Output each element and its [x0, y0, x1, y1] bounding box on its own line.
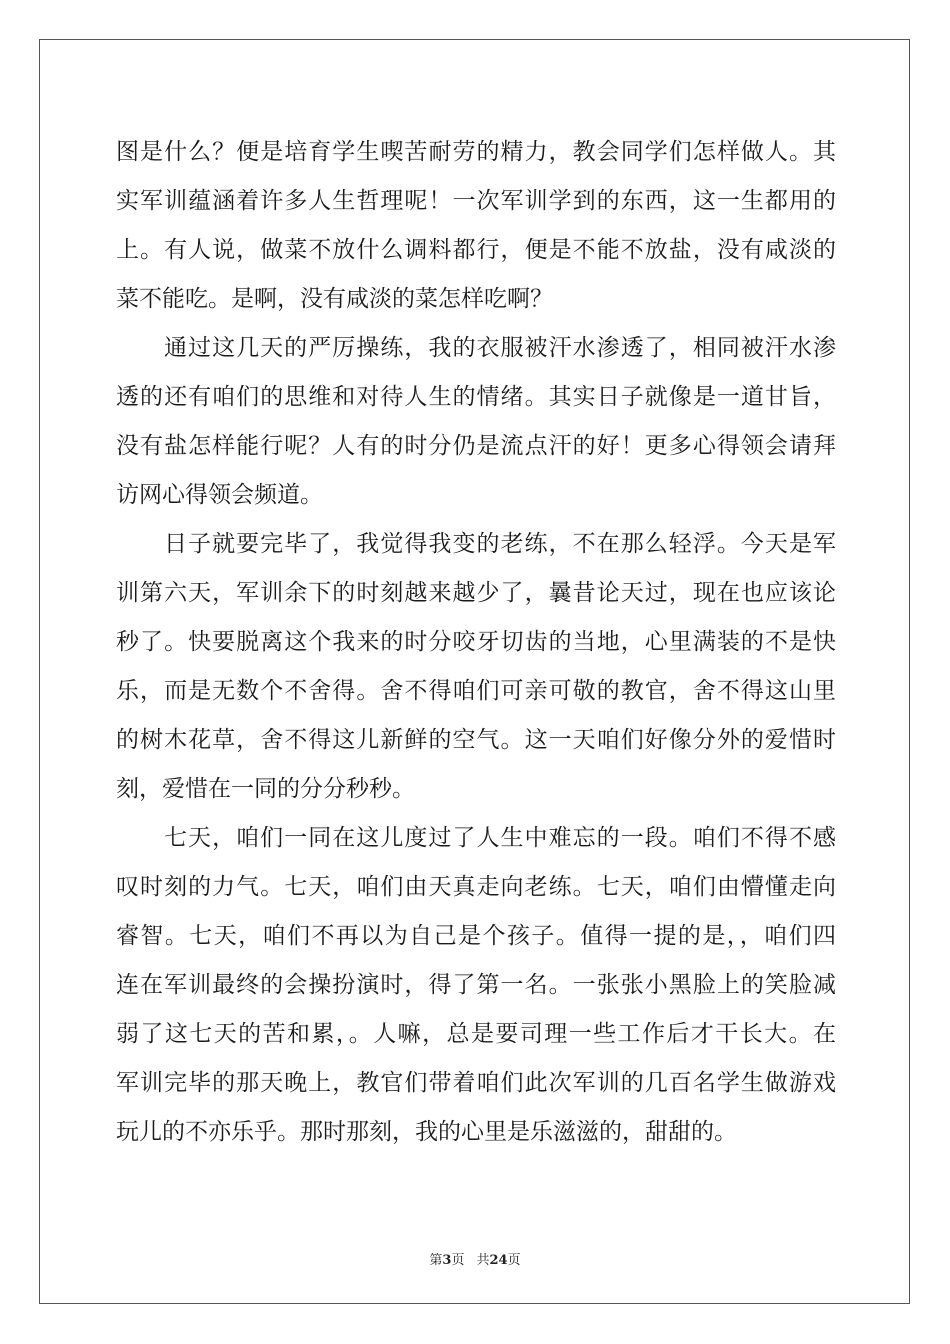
text-line: 菜不能吃。是啊，没有咸淡的菜怎样吃啊？ — [116, 286, 553, 312]
total-suffix: 页 — [507, 1253, 521, 1268]
text-line: 睿智。七天，咱们不再以为自己是个孩子。值得一提的是，，咱们四 — [116, 923, 836, 949]
text-line: 刻，爱惜在一同的分分秒秒。 — [116, 776, 415, 802]
document-body — [116, 128, 836, 1157]
current-page-number: 3 — [442, 1253, 452, 1268]
text-line: 叹时刻的力气。七天，咱们由天真走向老练。七天，咱们由懵懂走向 — [116, 874, 836, 900]
paragraph — [116, 324, 836, 520]
text-line: 透的还有咱们的思维和对待人生的情绪。其实日子就像是一道甘旨， — [116, 384, 836, 410]
page-prefix: 第 — [429, 1253, 443, 1268]
text-line: 日子就要完毕了，我觉得我变的老练，不在那么轻浮。今天是军 — [164, 531, 836, 557]
page-suffix: 页 — [451, 1253, 465, 1268]
text-line: 通过这几天的严厉操练，我的衣服被汗水渗透了，相同被汗水渗 — [164, 335, 836, 361]
paragraph — [116, 128, 836, 324]
text-line: 弱了这七天的苦和累，。人嘛，总是要司理一些工作后才干长大。在 — [116, 1021, 836, 1047]
total-page-number: 24 — [489, 1253, 508, 1268]
text-line: 图是什么？便是培育学生喫苦耐劳的精力，教会同学们怎样做人。其 — [116, 139, 836, 165]
text-line: 乐，而是无数个不舍得。舍不得咱们可亲可敬的教官，舍不得这山里 — [116, 678, 836, 704]
text-line: 连在军训最终的会操扮演时，得了第一名。一张张小黑脸上的笑脸减 — [116, 972, 836, 998]
text-line: 军训完毕的那天晚上，教官们带着咱们此次军训的几百名学生做游戏 — [116, 1070, 836, 1096]
page-footer — [0, 1249, 950, 1268]
text-line: 上。有人说，做菜不放什么调料都行，便是不能不放盐，没有咸淡的 — [116, 237, 836, 263]
paragraph — [116, 814, 836, 1157]
text-line: 秒了。快要脱离这个我来的时分咬牙切齿的当地，心里满装的不是快 — [116, 629, 836, 655]
text-line: 访网心得领会频道。 — [116, 482, 323, 508]
text-line: 没有盐怎样能行呢？人有的时分仍是流点汗的好！更多心得领会请拜 — [116, 433, 836, 459]
text-line: 的树木花草，舍不得这儿新鲜的空气。这一天咱们好像分外的爱惜时 — [116, 727, 836, 753]
text-line: 玩儿的不亦乐乎。那时那刻，我的心里是乐滋滋的，甜甜的。 — [116, 1119, 737, 1145]
text-line: 实军训蕴涵着许多人生哲理呢！一次军训学到的东西，这一生都用的 — [116, 188, 836, 214]
total-prefix: 共 — [476, 1253, 490, 1268]
text-line: 七天，咱们一同在这儿度过了人生中难忘的一段。咱们不得不感 — [164, 825, 836, 851]
paragraph — [116, 520, 836, 814]
text-line: 训第六天，军训余下的时刻越来越少了，曩昔论天过，现在也应该论 — [116, 580, 836, 606]
